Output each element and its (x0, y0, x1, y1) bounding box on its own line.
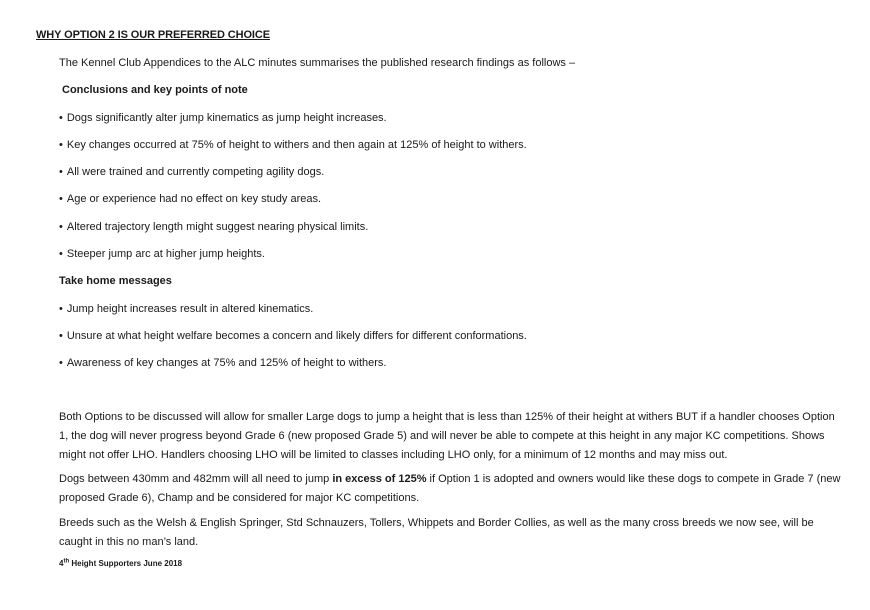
page-title: WHY OPTION 2 IS OUR PREFERRED CHOICE (36, 29, 270, 41)
take-home-bullet: • Jump height increases result in altered kinematics. (59, 303, 313, 316)
dogs-paragraph-emphasis: in excess of 125% (332, 473, 427, 485)
conclusions-heading: Conclusions and key points of note (62, 84, 248, 96)
footer-text: Height Supporters June 2018 (69, 559, 183, 568)
conclusion-bullet: • Age or experience had no effect on key study areas. (59, 193, 321, 206)
intro-text: The Kennel Club Appendices to the ALC minutes summarises the published research findings as follows – (59, 57, 576, 69)
conclusion-bullet: • Key changes occurred at 75% of height to withers and then again at 125% of height to withers. (59, 139, 527, 152)
breeds-paragraph: Breeds such as the Welsh & English Springer, Std Schnauzers, Tollers, Whippets and Border Collies, as well as the many cross breeds we now see, will be caught in this no man’s land. (59, 517, 814, 548)
footer-number: 4 (59, 559, 64, 568)
conclusion-bullet: • All were trained and currently competing agility dogs. (59, 166, 324, 179)
dogs-paragraph-text: Dogs between 430mm and 482mm will all need to jump (59, 473, 333, 485)
take-home-bullet: • Awareness of key changes at 75% and 125% of height to withers. (59, 357, 386, 370)
footer-ordinal: th (63, 558, 70, 565)
dogs-height-paragraph (59, 470, 841, 508)
conclusion-bullet: • Dogs significantly alter jump kinematics as jump height increases. (59, 112, 387, 125)
options-paragraph: Both Options to be discussed will allow for smaller Large dogs to jump a height that is less than 125% of their height at withers BUT if a handler chooses Option 1, the dog will never progress beyond Grade 6 (new proposed Grade 5) and will never be able to compete at this height in any major KC competitions. Shows might not offer LHO. Handlers choosing LHO will be limited to classes including LHO only, for a minimum of 12 months and may miss out. (59, 411, 835, 461)
conclusion-bullet: • Altered trajectory length might suggest nearing physical limits. (59, 221, 368, 234)
take-home-heading: Take home messages (59, 275, 172, 287)
footer-note (59, 559, 182, 568)
take-home-bullet: • Unsure at what height welfare becomes a concern and likely differs for different conformations. (59, 330, 527, 343)
conclusion-bullet: • Steeper jump arc at higher jump heights. (59, 248, 265, 261)
dogs-paragraph-text: if Option 1 is adopted and owners would like these dogs to compete in Grade 7 (new proposed Grade 6), Champ and be considered for major KC competitions. (59, 473, 841, 504)
